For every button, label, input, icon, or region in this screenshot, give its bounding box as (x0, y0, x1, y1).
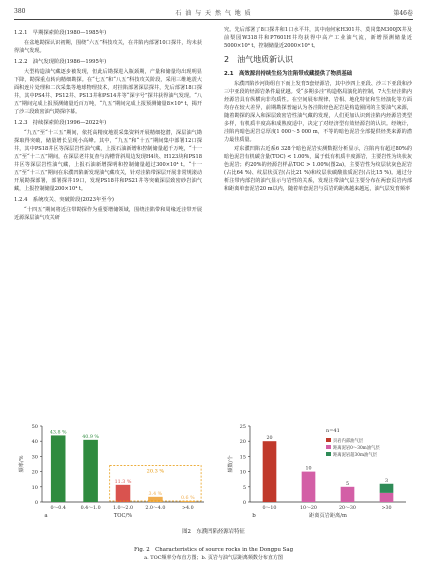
paragraph: 东濮凹陷沙河街组自下而上发育5套烃源岩，其中沙四上亚段、沙三下亚段和沙三中亚段的烃源岩条件最优越。受“多期多洼”构造格局演化的控制，7大生烃洼陷内烃源岩具有纵横向非均质性。在空间展布规律、岩相、地化特征和生烃演化等方面均存在较大差异，前期勘探普遍认为各洼陷烃色泥岩是构造圈闭的主要油气来源，随着勘探的深入和深层致密岩性油气藏的发现，人们更加认识到洼陷内烃源岩类型多样，有机质丰度高和成熟度适中，决定了对经济型有效烃源岩的认识。经统计，洼陷内暗色泥岩总厚度1 000～5 000 m，不等的暗色泥岩全部提供烃类来源的潜力最佳质量。 (224, 81, 412, 143)
bar (302, 472, 316, 502)
y-tick-label: 40 (31, 439, 38, 446)
annotation-label: 20.3 % (146, 468, 165, 475)
y-tick-label: 0 (34, 500, 38, 506)
x-tick-label: 0.4～1.0 (80, 506, 101, 511)
figure-caption-cn: 图2 东濮凹陷烃源岩特征 (182, 529, 245, 535)
bar (341, 487, 355, 502)
right-column (224, 26, 412, 194)
x-tick-label: 1.0～2.0 (112, 506, 134, 511)
y-tick-label: 50 (31, 424, 38, 430)
data-label: 5 (345, 481, 350, 487)
y-tick-label: 20 (239, 439, 246, 446)
section-heading: 1.2.2 油气发现阶段(1986—1995年) (14, 59, 107, 65)
y-tick-label: 10 (31, 484, 38, 491)
panel-label: b (252, 513, 256, 519)
y-tick-label: 15 (239, 454, 246, 461)
legend-label: 距离泥岩0～30m油气层 (333, 446, 380, 451)
left-column (14, 26, 202, 223)
x-tick-label: 0～10 (262, 506, 277, 511)
paragraph: “十四五”期间将近注带勘探作为重要增储领域，围绕洼陷带和周缘近洼带开展近源深层油气攻关研 (14, 207, 202, 221)
toc-frequency-chart (14, 418, 214, 522)
y-tick-label: 0 (242, 500, 246, 506)
n-label: n=41 (326, 428, 340, 434)
volume-label: 第46卷 (393, 10, 413, 17)
toc-frequency-svg (14, 418, 214, 522)
x-tick-label: >4.0 (181, 506, 194, 511)
journal-title: 石 油 与 天 然 气 地 质 (175, 10, 252, 17)
paragraph: 在盆地勘探认识初期，围绕“六五”科技攻关，在井陷内部署10口探井，均未获得油气发现。 (14, 40, 202, 54)
data-label: 40.9 % (82, 434, 99, 440)
paragraph: “九五”至“十三五”期间，依托高精度地震采集资料开展精细挖潜，深层油气勘探取得突破，储量增长呈现小高峰。其中，“九五”和“十五”期间集中部署12口探井，其中PS18井区等深层岩性油气藏，上报石油新增和控制储量超千万吨，“十一五”至“十二五”期间，在深层老井复查与沟槽背斜周边发现H4块、H123块和PS18井区等深层岩性油气藏，上报石油新增探明和控制储量超过300×10⁴ t。“十一五”至“十三五”期间在东濮凹陷新发现油气藏攻关，针对洼陷带深层开展非常规滚动开展勘探部署，部署探井19口，发现PS18井和PS21井等突破深层致密砂岩油气藏，上报控制储量200×10⁴ t。 (14, 130, 202, 192)
bar (380, 493, 394, 502)
data-label: 10 (305, 466, 312, 472)
data-label: 11.3 % (114, 479, 132, 485)
figure-subcaption: a. TOC频率分布直方图；b. 页岩与油气层距离频数分布直方图 (144, 555, 283, 561)
data-label: 20 (266, 436, 273, 442)
bar (51, 435, 66, 502)
legend-label: 页岩内部油气层 (333, 439, 364, 444)
y-tick-label: 25 (239, 424, 246, 430)
data-label: 43.8 % (49, 430, 67, 436)
y-tick-label: 10 (239, 469, 246, 476)
section-heading: 1.2.3 持续探索阶段(1996—2022年) (14, 120, 107, 126)
bar (83, 440, 98, 502)
section-heading: 1.2.4 系统攻关、突破阶段(2023年至今) (14, 197, 114, 203)
x-tick-label: 0～0.4 (50, 506, 66, 511)
y-axis-label: 频数/个 (228, 455, 234, 473)
section-heading: 2 油气地质新认识 (224, 55, 294, 64)
data-label: 3 (384, 478, 389, 484)
legend-swatch (326, 438, 331, 442)
bar (263, 441, 277, 502)
x-axis-label: 距离页岩距离/m (309, 513, 347, 519)
section-heading: 1.2.1 早期探索阶段(1980—1985年) (14, 30, 107, 36)
figure-caption-en: Fig. 2 Characteristics of source rocks in the Dongpu Sag (133, 547, 294, 553)
legend-swatch (326, 452, 331, 456)
paragraph: 大型构造油气藏逐步被发现，但此后勘探进入瓶颈期，产量和储量均出现明显下降，勘探重点转向精细勘探。在“七五”和“八五”科技攻关阶段，采用三维地震大面积连片处理和二次采集等地球物理技术，对挂陷部署深层探井，先后部署18口探井，其中PS4井、PS12井、PS13井和PS14井等“深字号”探井获得油气发现。“八五”期间完成上报预测储量近百万吨，“九五”期间完成上报预测储量8×10⁴ t，揭开了沙三段致密油气勘探序幕。 (14, 69, 202, 115)
x-tick-label: >30 (381, 506, 392, 511)
bar (380, 484, 394, 493)
paragraph: 究。先后部署了8口探井和1口水平井，其中南何家H301井、莫岗集M300JX井及前梨园W318井和P7601H井均获得中高产工业油气流，新增预测储量近5000×10⁴ t，控制储量近2000×10⁴ t。 (224, 27, 412, 49)
section-heading: 2.1 高效源岩持续生烃为注陷带成藏提供了物质基础 (224, 71, 353, 77)
x-axis-label: TOC/% (113, 513, 133, 519)
page-number: 380 (14, 8, 26, 15)
data-label: 3.4 % (148, 491, 163, 497)
legend-swatch (326, 445, 331, 449)
y-tick-label: 20 (31, 469, 38, 476)
x-tick-label: 2.0～4.0 (145, 506, 166, 511)
x-tick-label: 10～20 (299, 506, 318, 511)
y-axis-label: 频率/% (19, 455, 25, 473)
x-tick-label: 20～30 (338, 506, 357, 511)
header-rule (14, 19, 413, 20)
distance-frequency-chart (224, 418, 414, 522)
y-tick-label: 5 (242, 484, 246, 491)
bar (116, 485, 131, 502)
distance-frequency-svg (224, 418, 414, 522)
legend-label: 距离泥岩超30m油气层 (333, 453, 377, 458)
data-label: 0.6 % (180, 496, 195, 502)
paragraph: 对东濮凹陷古近系6 328个暗色泥岩实测数据分析显示，注陷内有超过80%的暗色泥岩有机碳含量(TOC) < 1.00%，属于低有机质丰度源岩，主要岩性为块状灰色泥岩；约20%的烃源岩样品TOC > 1.00%(图2a)，主要岩性为纹层状灰色泥岩(占比64 %)、纹层状页岩(占比21 %)和纹层状碳酸盐质泥岩(占比15 %)。通过分析注带内部岩的油气显示与岩性的关系，发现注带油气层主要分布在两套页岩内部和距离单套泥岩20 m以内，随着单套泥岩与页岩的距离越来越远，油气层发育频率 (224, 146, 412, 192)
y-tick-label: 30 (31, 454, 38, 461)
panel-label: a (44, 513, 48, 519)
